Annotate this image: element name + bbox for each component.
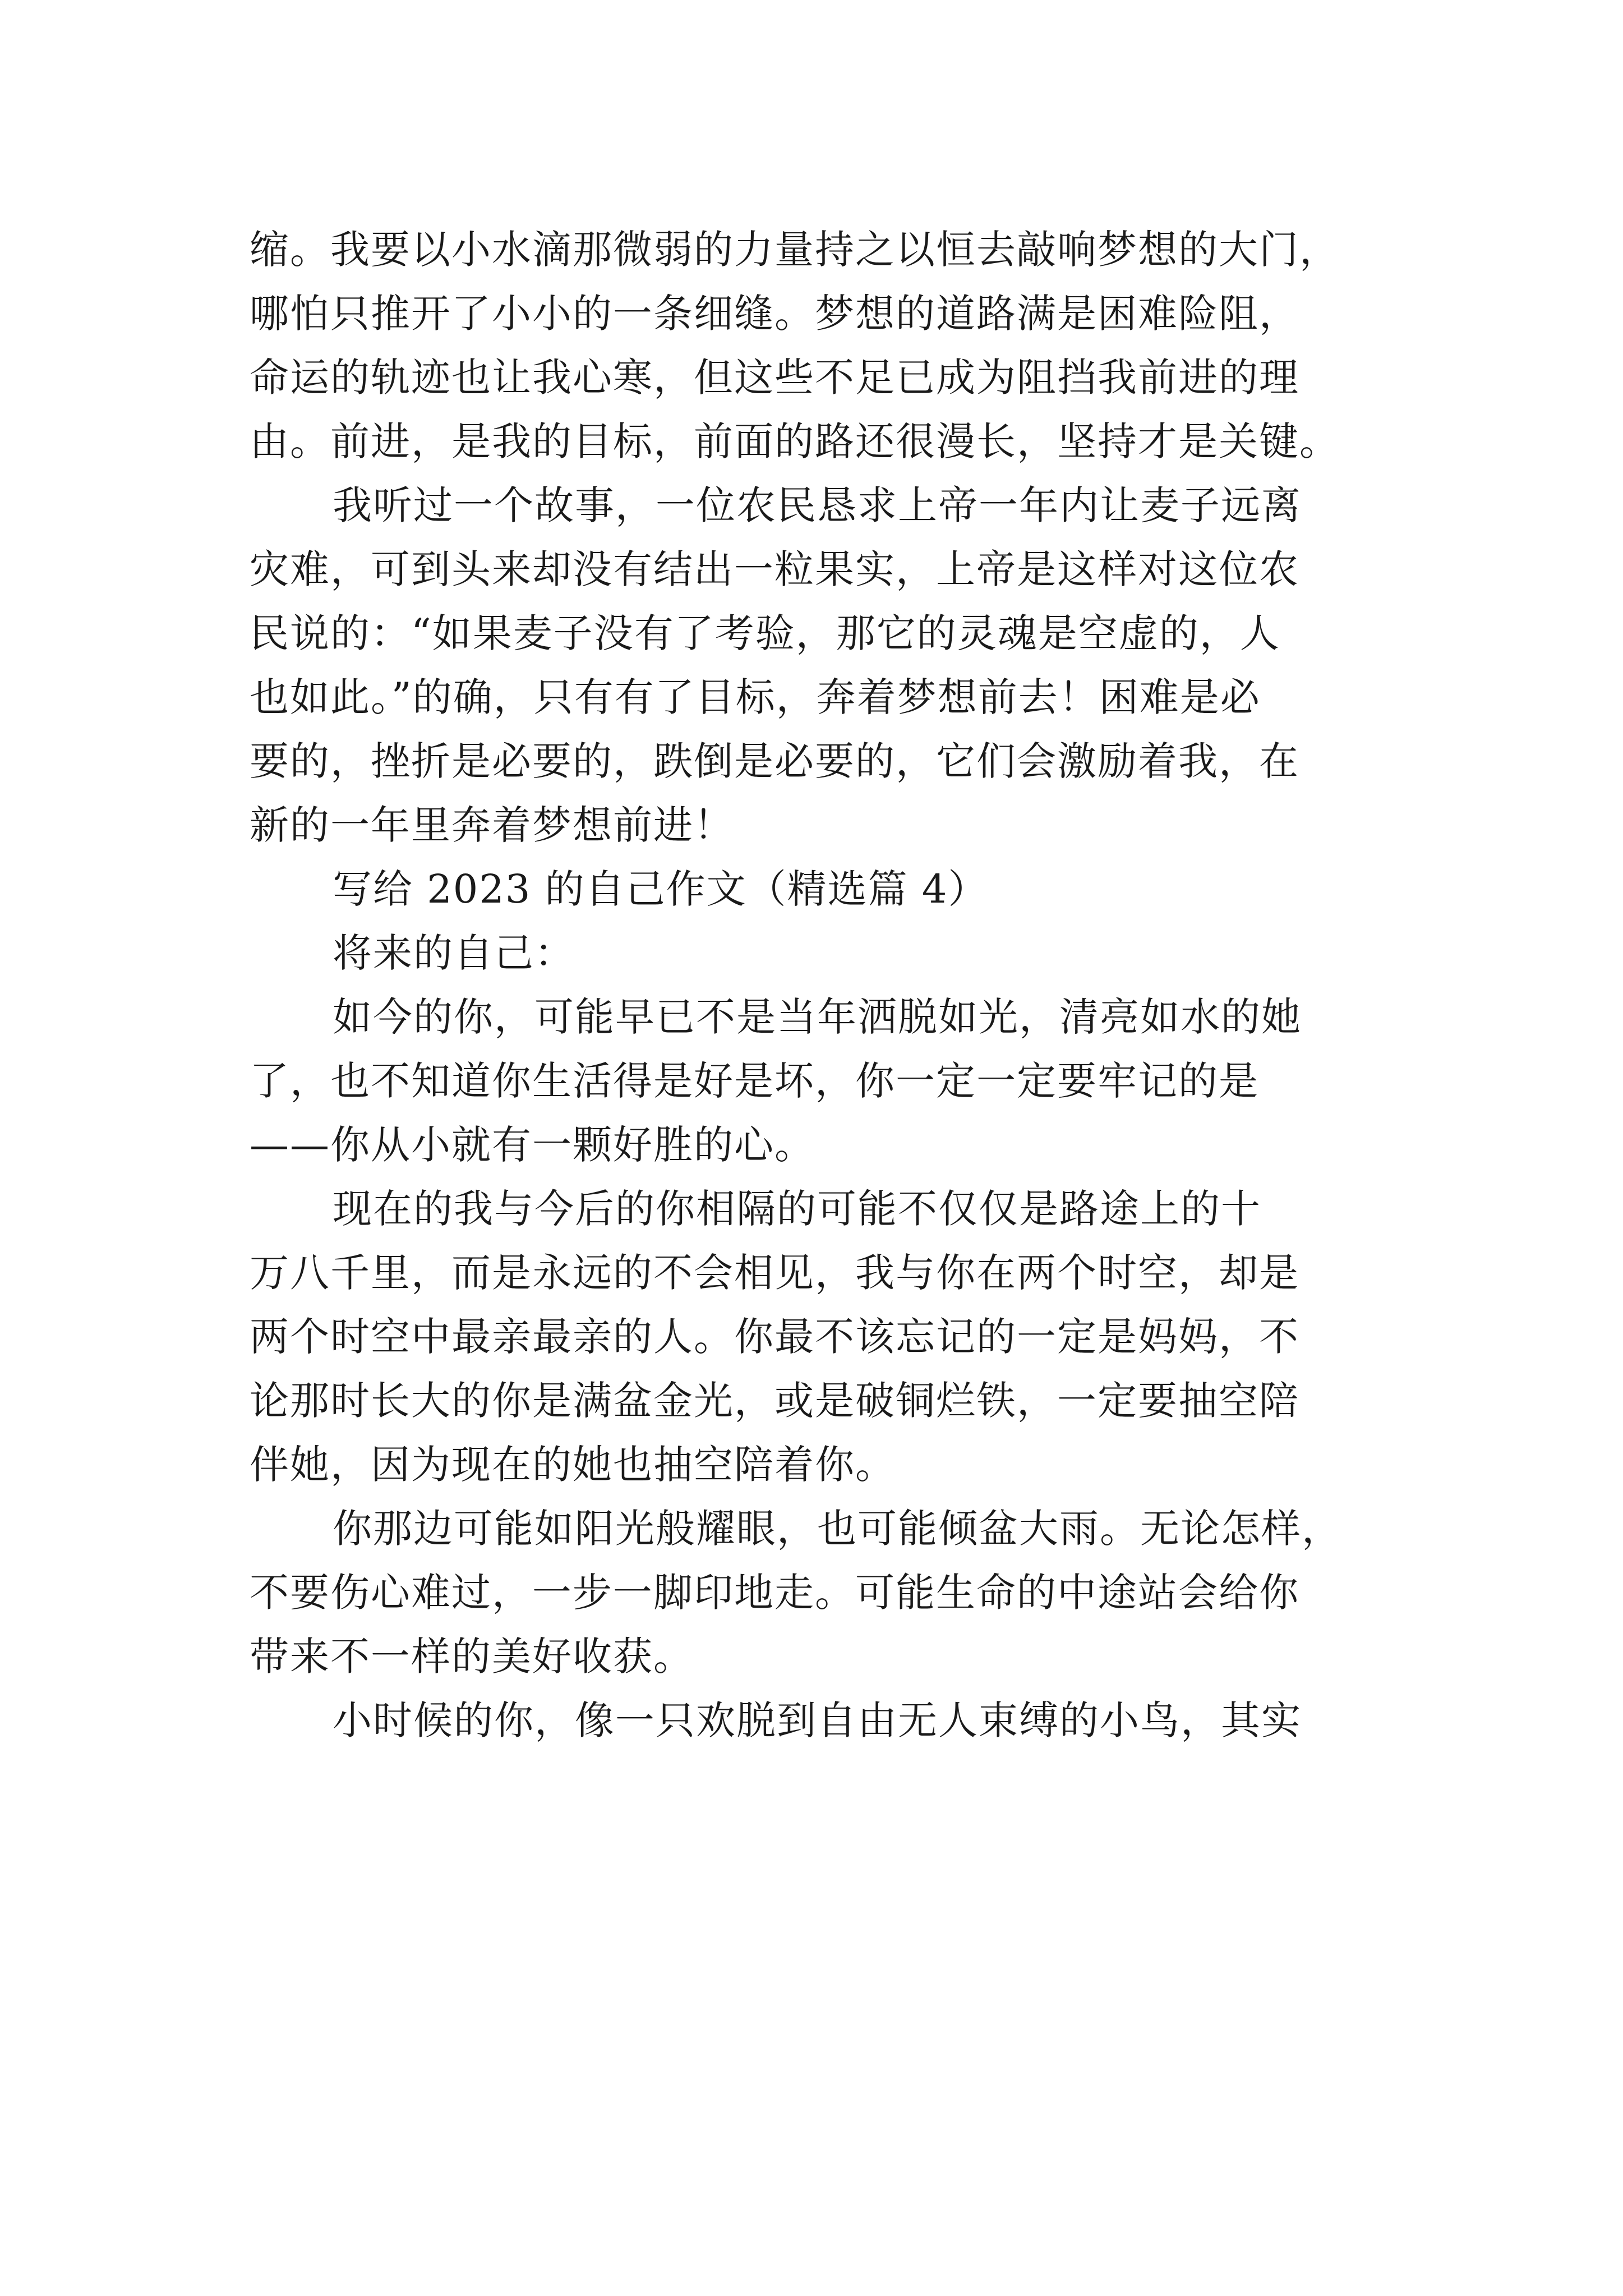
text-line: 缩。我要以小水滴那微弱的力量持之以恒去敲响梦想的大门， xyxy=(250,227,1340,273)
section-heading: 写给 2023 的自己作文（精选篇 4） xyxy=(333,866,989,912)
text-line: 也如此。”的确，只有有了目标，奔着梦想前去！困难是必 xyxy=(250,674,1261,720)
paragraph-first-line: 你那边可能如阳光般耀眼，也可能倾盆大雨。无论怎样， xyxy=(333,1506,1342,1552)
text-line: 要的，挫折是必要的，跌倒是必要的，它们会激励着我，在 xyxy=(250,738,1299,784)
text-line: 论那时长大的你是满盆金光，或是破铜烂铁，一定要抽空陪 xyxy=(250,1378,1299,1424)
text-line: 由。前进，是我的目标，前面的路还很漫长，坚持才是关键。 xyxy=(250,418,1340,464)
text-line: 伴她，因为现在的她也抽空陪着你。 xyxy=(250,1442,896,1488)
document-body xyxy=(250,218,1382,1752)
text-line: 命运的轨迹也让我心寒，但这些不足已成为阻挡我前进的理 xyxy=(250,355,1299,401)
paragraph-first-line: 我听过一个故事，一位农民恳求上帝一年内让麦子远离 xyxy=(333,482,1302,528)
text-line: 了，也不知道你生活得是好是坏，你一定一定要牢记的是 xyxy=(250,1058,1259,1104)
text-line: 两个时空中最亲最亲的人。你最不该忘记的一定是妈妈，不 xyxy=(250,1314,1299,1360)
paragraph-first-line: 现在的我与今后的你相隔的可能不仅仅是路途上的十 xyxy=(333,1186,1261,1232)
text-line: 新的一年里奔着梦想前进！ xyxy=(250,802,734,848)
paragraph-first-line: 小时候的你，像一只欢脱到自由无人束缚的小鸟，其实 xyxy=(333,1697,1302,1743)
text-line: 万八千里，而是永远的不会相见，我与你在两个时空，却是 xyxy=(250,1250,1299,1296)
text-line: 不要伤心难过，一步一脚印地走。可能生命的中途站会给你 xyxy=(250,1570,1299,1616)
text-line: 灾难，可到头来却没有结出一粒果实，上帝是这样对这位农 xyxy=(250,546,1299,592)
text-line: ——你从小就有一颗好胜的心。 xyxy=(250,1122,815,1168)
paragraph-first-line: 如今的你，可能早已不是当年洒脱如光，清亮如水的她 xyxy=(333,994,1302,1040)
text-line: 民说的：“如果麦子没有了考验，那它的灵魂是空虚的，人 xyxy=(250,610,1280,656)
salutation: 将来的自己： xyxy=(333,930,575,976)
text-line: 哪怕只推开了小小的一条细缝。梦想的道路满是困难险阻， xyxy=(250,291,1299,337)
text-line: 带来不一样的美好收获。 xyxy=(250,1634,694,1680)
